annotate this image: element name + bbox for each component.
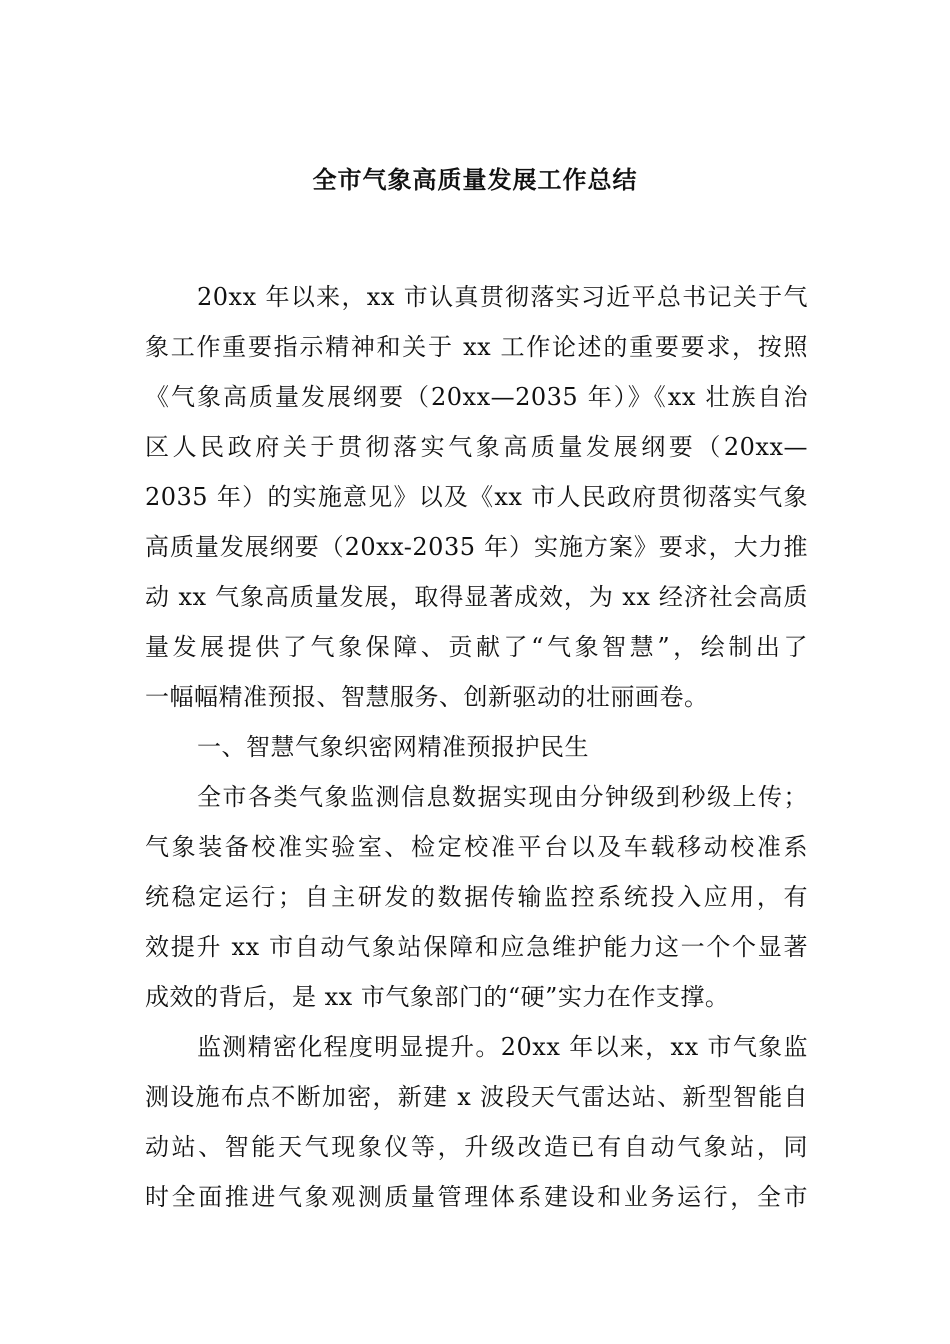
document-body — [145, 277, 808, 1227]
paragraph-line: 监测精密化程度明显提升。20xx 年以来，xx 市气象监 — [197, 1033, 808, 1061]
paragraph-line: 一幅幅精准预报、智慧服务、创新驱动的壮丽画卷。 — [145, 683, 709, 711]
paragraph-line: 区人民政府关于贯彻落实气象高质量发展纲要（20xx— — [145, 433, 808, 461]
paragraph-line: 动 xx 气象高质量发展，取得显著成效，为 xx 经济社会高质 — [145, 583, 808, 611]
section-heading: 一、智慧气象织密网精准预报护民生 — [197, 733, 589, 761]
paragraph-line: 统稳定运行；自主研发的数据传输监控系统投入应用，有 — [145, 883, 808, 911]
paragraph-line: 象工作重要指示精神和关于 xx 工作论述的重要要求，按照 — [145, 333, 808, 361]
paragraph-line: 量发展提供了气象保障、贡献了“气象智慧”，绘制出了 — [145, 633, 808, 661]
paragraph-line: 2035 年）的实施意见》以及《xx 市人民政府贯彻落实气象 — [145, 483, 808, 511]
paragraph-line: 测设施布点不断加密，新建 x 波段天气雷达站、新型智能自 — [145, 1083, 808, 1111]
paragraph-line: 效提升 xx 市自动气象站保障和应急维护能力这一个个显著 — [145, 933, 808, 961]
paragraph-line: 动站、智能天气现象仪等，升级改造已有自动气象站，同 — [145, 1133, 808, 1161]
paragraph-line: 气象装备校准实验室、检定校准平台以及车载移动校准系 — [145, 833, 808, 861]
paragraph-line: 20xx 年以来，xx 市认真贯彻落实习近平总书记关于气 — [197, 283, 808, 311]
document-title: 全市气象高质量发展工作总结 — [312, 166, 638, 194]
paragraph-line: 高质量发展纲要（20xx-2035 年）实施方案》要求，大力推 — [145, 533, 808, 561]
paragraph-line: 成效的背后，是 xx 市气象部门的“硬”实力在作支撑。 — [145, 983, 730, 1011]
paragraph-line: 时全面推进气象观测质量管理体系建设和业务运行，全市 — [145, 1183, 808, 1211]
paragraph-line: 全市各类气象监测信息数据实现由分钟级到秒级上传； — [197, 783, 808, 811]
paragraph-line: 《气象高质量发展纲要（20xx—2035 年）》《xx 壮族自治 — [145, 383, 808, 411]
